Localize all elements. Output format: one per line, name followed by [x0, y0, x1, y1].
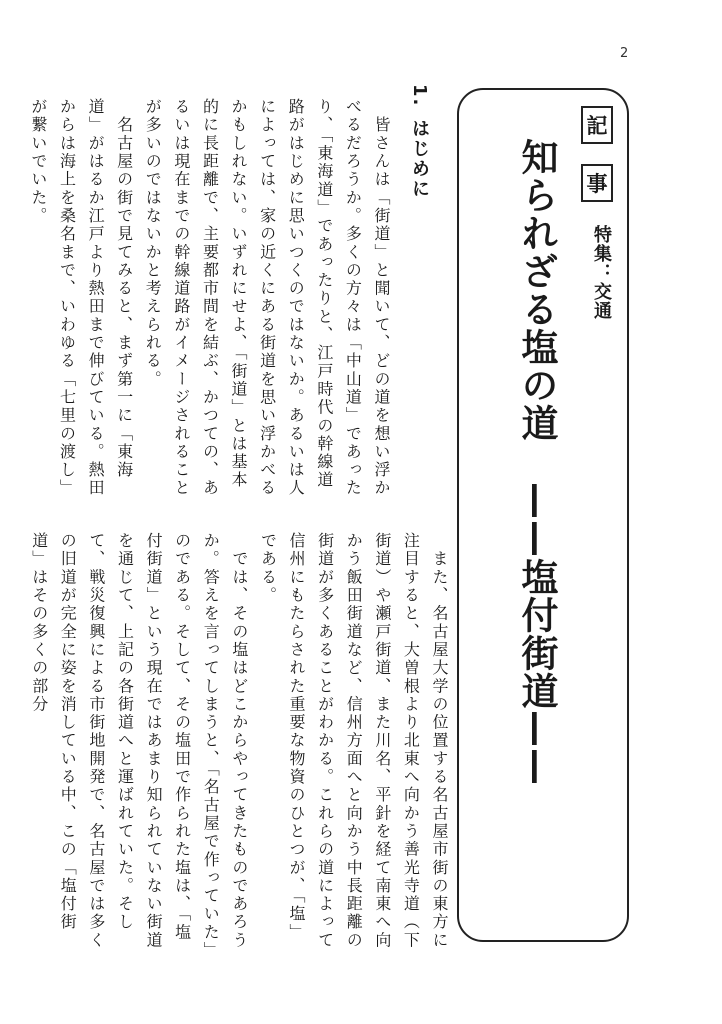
body-text-upper: [28, 98, 395, 498]
paragraph: では、その塩はどこからやってきたものであろうか。答えを言ってしまうと、「名古屋で作っていた」のである。そして、その塩田で作られた塩は、「塩付街道」という現在ではあまり知られていない街道を通じて、上記の各街道へと運ばれていた。そして、戦災復興による市街地開発で、名古屋では多くの旧道が完全に姿を消している中、この「塩付街道」はその多くの部分: [29, 532, 249, 952]
article-badge-ki: 記: [581, 106, 613, 144]
paragraph: また、名古屋大学の位置する名古屋市街の東方に注目すると、大曽根より北東へ向かう善光寺道（下街道）や瀬戸街道、また川名、平針を経て南東へ向かう飯田街道など、信州方面へと向かう中長距離の街道が多くあることがわかる。これらの道によって信州にもたらされた重要な物資のひとつが、「塩」である。: [258, 532, 449, 950]
section-number: 1.: [409, 84, 430, 108]
paragraph: 名古屋の街で見てみると、まず第一に「東海道」がはるか江戸より熱田まで伸びている。熱田からは海上を桑名まで、いわゆる「七里の渡し」が繋いでいた。: [28, 98, 134, 498]
article-sub-heading: ——塩付街道——: [515, 482, 558, 786]
body-text-lower: [29, 532, 453, 952]
article-title: 知られざる塩の道: [515, 138, 558, 442]
page-number: 2: [620, 46, 629, 61]
section-title: はじめに: [409, 119, 430, 200]
feature-subtitle: 特集：交通: [591, 225, 612, 320]
paragraph: 皆さんは「街道」と聞いて、どの道を想い浮かべるだろうか。多くの方々は「中山道」であったり、「東海道」であったりと、江戸時代の幹線道路がはじめに思いつくのではないか。あるいは人によっては、家の近くにある街道を思い浮かべるかもしれない。いずれにせよ、「街道」とは基本的に長距離で、主要都市間を結ぶ、かつての、あるいは現在までの幹線道路がイメージされることが多いのではないかと考えられる。: [143, 98, 391, 498]
section-heading: [406, 84, 432, 199]
article-badge-ji: 事: [581, 164, 613, 202]
